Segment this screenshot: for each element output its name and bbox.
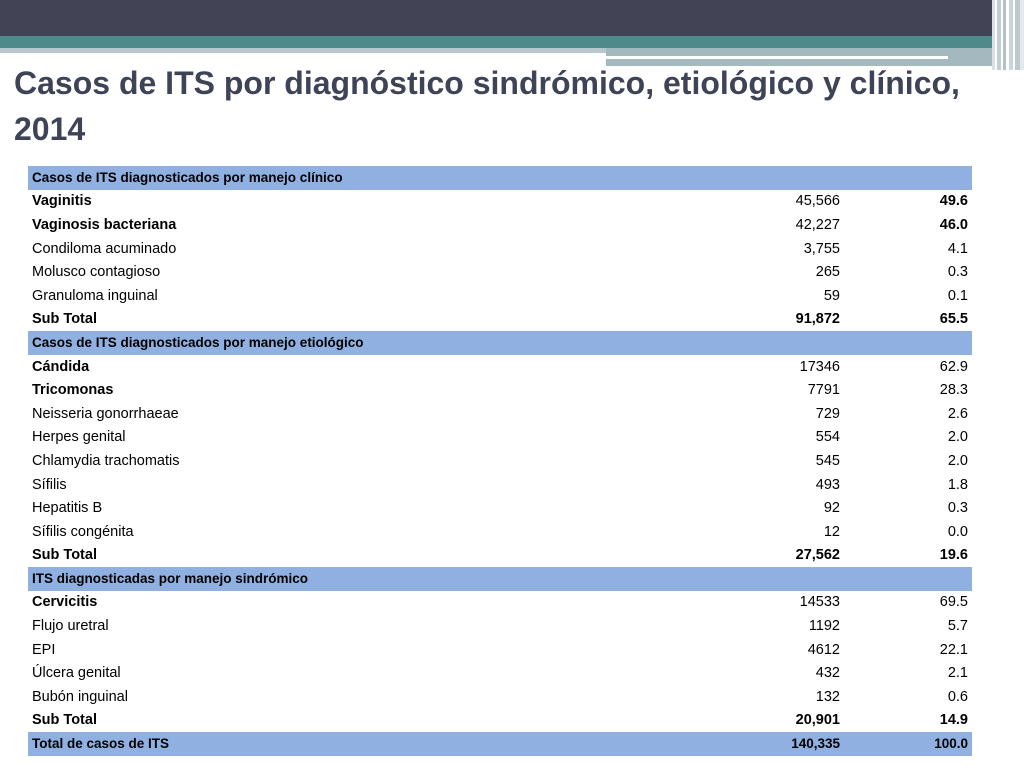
- total-percent: 100.0: [844, 732, 972, 756]
- row-count: 42,227: [795, 216, 840, 233]
- row-percent: 5.7: [947, 618, 968, 635]
- row-count: 432: [815, 665, 840, 682]
- table-row: [28, 449, 972, 473]
- row-percent: 62.9: [939, 358, 968, 375]
- table-row: [28, 473, 972, 497]
- row-percent: 2.6: [947, 405, 968, 422]
- table-row: [28, 402, 972, 426]
- row-count: 1192: [808, 618, 840, 635]
- header-stripes: [992, 0, 1024, 70]
- row-percent: 22.1: [939, 641, 968, 658]
- table-row: [28, 260, 972, 284]
- row-label: Vaginitis: [32, 193, 92, 210]
- row-count: 27,562: [795, 547, 840, 564]
- row-label: Herpes genital: [32, 429, 126, 446]
- subtotal-row: [28, 544, 972, 568]
- row-percent: 19.6: [939, 547, 968, 564]
- row-count: 554: [815, 429, 840, 446]
- table-row: [28, 638, 972, 662]
- header-light-bar: [0, 48, 606, 53]
- subtotal-row: [28, 709, 972, 733]
- row-percent: 2.0: [947, 429, 968, 446]
- row-count: 14533: [799, 594, 840, 611]
- row-label: Tricomonas: [32, 382, 114, 399]
- row-label: Úlcera genital: [32, 665, 121, 682]
- row-count: 12: [823, 523, 840, 540]
- table-row: [28, 213, 972, 237]
- section-header: ITS diagnosticadas por manejo sindrómico: [28, 567, 972, 591]
- subtotal-row: [28, 308, 972, 332]
- row-percent: 65.5: [939, 311, 968, 328]
- row-label: Cándida: [32, 358, 90, 375]
- row-label: Granuloma inguinal: [32, 287, 158, 304]
- section-header: Casos de ITS diagnosticados por manejo clínico: [28, 166, 972, 190]
- row-count: 7791: [807, 382, 840, 399]
- row-count: 265: [815, 264, 840, 281]
- section-header-row: [28, 567, 972, 591]
- section-header: Casos de ITS diagnosticados por manejo etiológico: [28, 331, 972, 355]
- total-count: 140,335: [706, 732, 844, 756]
- row-count: 20,901: [795, 712, 840, 729]
- row-percent: 0.1: [947, 287, 968, 304]
- row-count: 45,566: [795, 193, 840, 210]
- row-count: 91,872: [795, 311, 840, 328]
- row-count: 4612: [807, 641, 840, 658]
- row-label: Sífilis: [32, 476, 67, 493]
- total-label: Total de casos de ITS: [28, 732, 706, 756]
- row-label: Chlamydia trachomatis: [32, 452, 180, 469]
- row-percent: 49.6: [939, 193, 968, 210]
- row-percent: 28.3: [939, 382, 968, 399]
- row-label: Sífilis congénita: [32, 523, 134, 540]
- row-count: 132: [815, 688, 840, 705]
- row-count: 3,755: [803, 240, 840, 257]
- row-percent: 2.0: [947, 452, 968, 469]
- section-header-row: [28, 331, 972, 355]
- row-label: Sub Total: [32, 547, 97, 564]
- row-label: Molusco contagioso: [32, 264, 161, 281]
- row-percent: 0.3: [947, 500, 968, 517]
- row-label: Vaginosis bacteriana: [32, 216, 177, 233]
- table-row: [28, 426, 972, 450]
- row-label: Condiloma acuminado: [32, 240, 177, 257]
- row-percent: 4.1: [947, 240, 968, 257]
- row-count: 17346: [799, 358, 840, 375]
- row-percent: 14.9: [939, 712, 968, 729]
- row-label: Sub Total: [32, 712, 97, 729]
- table-row: [28, 685, 972, 709]
- row-percent: 0.3: [947, 264, 968, 281]
- row-percent: 2.1: [947, 665, 968, 682]
- table-row: [28, 355, 972, 379]
- row-count: 729: [815, 405, 840, 422]
- row-percent: 69.5: [939, 594, 968, 611]
- table-row: [28, 614, 972, 638]
- table-row: [28, 378, 972, 402]
- its-cases-table: [28, 166, 972, 756]
- row-label: Flujo uretral: [32, 618, 109, 635]
- table-row: [28, 661, 972, 685]
- table-row: [28, 496, 972, 520]
- row-percent: 0.6: [947, 688, 968, 705]
- row-count: 92: [823, 500, 840, 517]
- row-label: Bubón inguinal: [32, 688, 128, 705]
- row-percent: 1.8: [947, 476, 968, 493]
- row-percent: 0.0: [947, 523, 968, 540]
- row-label: Neisseria gonorrhaeae: [32, 405, 179, 422]
- row-count: 59: [823, 287, 840, 304]
- row-percent: 46.0: [939, 216, 968, 233]
- row-count: 545: [815, 452, 840, 469]
- header-teal-band: [0, 36, 1024, 48]
- table-row: [28, 190, 972, 214]
- header-dark-band: [0, 0, 1024, 36]
- header-white-line: [606, 56, 948, 59]
- table-row: [28, 284, 972, 308]
- row-label: Sub Total: [32, 311, 97, 328]
- section-header-row: [28, 166, 972, 190]
- row-label: EPI: [32, 641, 56, 658]
- page-title: Casos de ITS por diagnóstico sindrómico, etiológico y clínico, 2014: [14, 65, 960, 147]
- table-row: [28, 591, 972, 615]
- row-count: 493: [815, 476, 840, 493]
- total-row: [28, 732, 972, 756]
- table-row: [28, 520, 972, 544]
- row-label: Hepatitis B: [32, 500, 103, 517]
- row-label: Cervicitis: [32, 594, 98, 611]
- table-row: [28, 237, 972, 261]
